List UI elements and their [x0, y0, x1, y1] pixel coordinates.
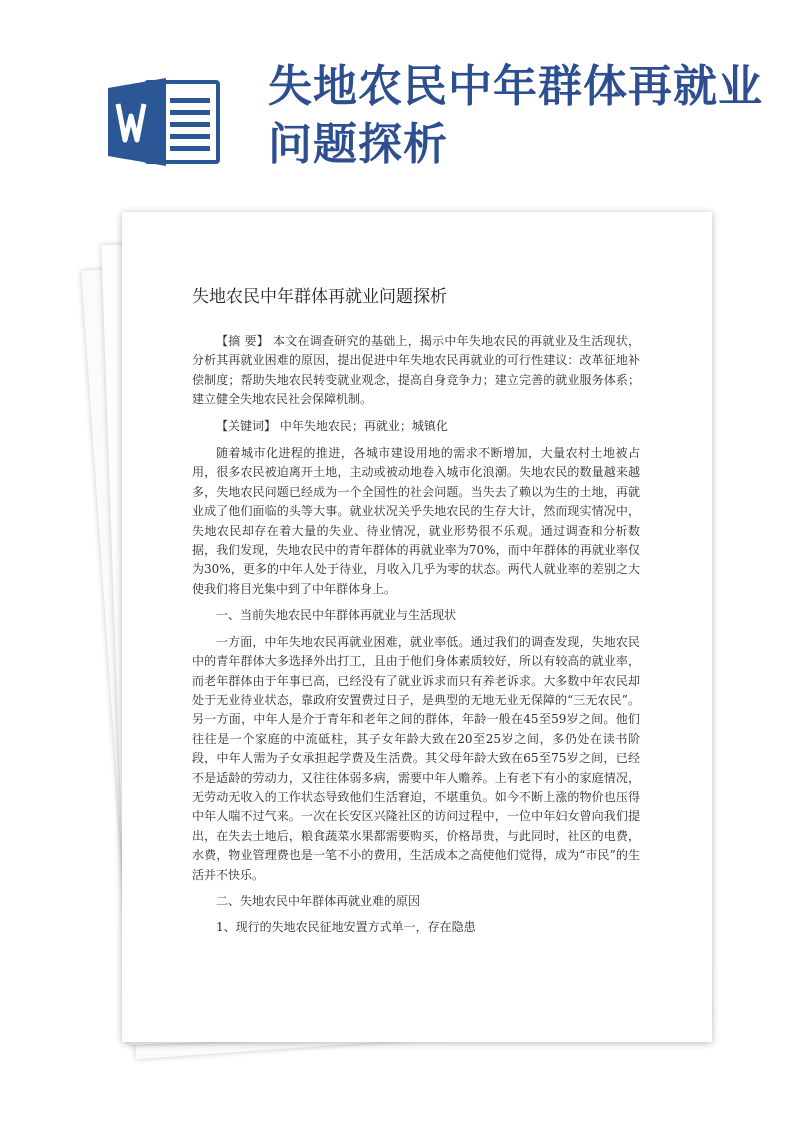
- keywords-paragraph: 【关键词】 中年失地农民；再就业；城镇化: [216, 418, 448, 433]
- section2-subheading: 1、现行的失地农民征地安置方式单一，存在隐患: [216, 920, 476, 935]
- intro-paragraph: 随着城市化进程的推进，各城市建设用地的需求不断增加，大量农村土地被占用，很多农民被迫离开土地，主动或被动地卷入城市化浪潮。失地农民的数量越来越多，失地农民问题已经成为一个全国性的社会问题。当失去了赖以为生的土地，再就业成了他们面临的头等大事。就业状况关乎失地农民的生存大计，然而现实情况中，失地农民却存在着大量的失业、待业情况，就业形势很不乐观。通过调查和分析数据，我们发现，失地农民中的青年群体的再就业率为70%，而中年群体的再就业率仅为30%，更多的中年人处于待业，月收入几乎为零的状态。两代人就业率的差别之大使我们将目光集中到了中年群体身上。: [192, 446, 640, 596]
- section1-heading: 一、当前失地农民中年群体再就业与生活现状: [216, 608, 457, 623]
- section2-heading: 二、失地农民中年群体再就业难的原因: [216, 893, 421, 908]
- header-title: 失地农民中年群体再就业问题探析: [268, 61, 763, 170]
- abstract-paragraph: 【摘 要】 本文在调查研究的基础上，揭示中年失地农民的再就业及生活现状，分析其再就业困难的原因，提出促进中年失地农民再就业的可行性建议：改革征地补偿制度；帮助失地农民转变就业观念，提高自身竞争力；建立完善的就业服务体系；建立健全失地农民社会保障机制。: [192, 334, 640, 407]
- section1-paragraph: 一方面，中年失地农民再就业困难，就业率低。通过我们的调查发现，失地农民中的青年群体大多选择外出打工，且由于他们身体素质较好，所以有较高的就业率，而老年群体由于年事已高，已经没有了就业诉求而只有养老诉求。大多数中年农民却处于无业待业状态，靠政府安置费过日子，是典型的无地无业无保障的“三无农民”。另一方面，中年人是介于青年和老年之间的群体，年龄一般在45至59岁之间。他们往往是一个家庭的中流砥柱，其子女年龄大致在20至25岁之间，多仍处在读书阶段，中年人需为子女承担起学费及生活费。其父母年龄大致在65至75岁之间，已经不是适龄的劳动力，又往往体弱多病，需要中年人赡养。上有老下有小的家庭情况，无劳动无收入的工作状态导致他们生活窘迫，不堪重负。如今不断上涨的物价也压得中年人喘不过气来。一次在长安区兴隆社区的访问过程中，一位中年妇女曾向我们提出，在失去土地后，粮食蔬菜水果都需要购买，价格昂贵，与此同时，社区的电费，水费，物业管理费也是一笔不小的费用，生活成本之高使他们觉得，成为“市民”的生活并不快乐。: [192, 634, 640, 882]
- word-doc-icon: [108, 76, 226, 168]
- document-body: [192, 286, 640, 945]
- header: [0, 0, 800, 200]
- document-title: 失地农民中年群体再就业问题探析: [192, 287, 447, 307]
- document-page: [122, 212, 712, 1042]
